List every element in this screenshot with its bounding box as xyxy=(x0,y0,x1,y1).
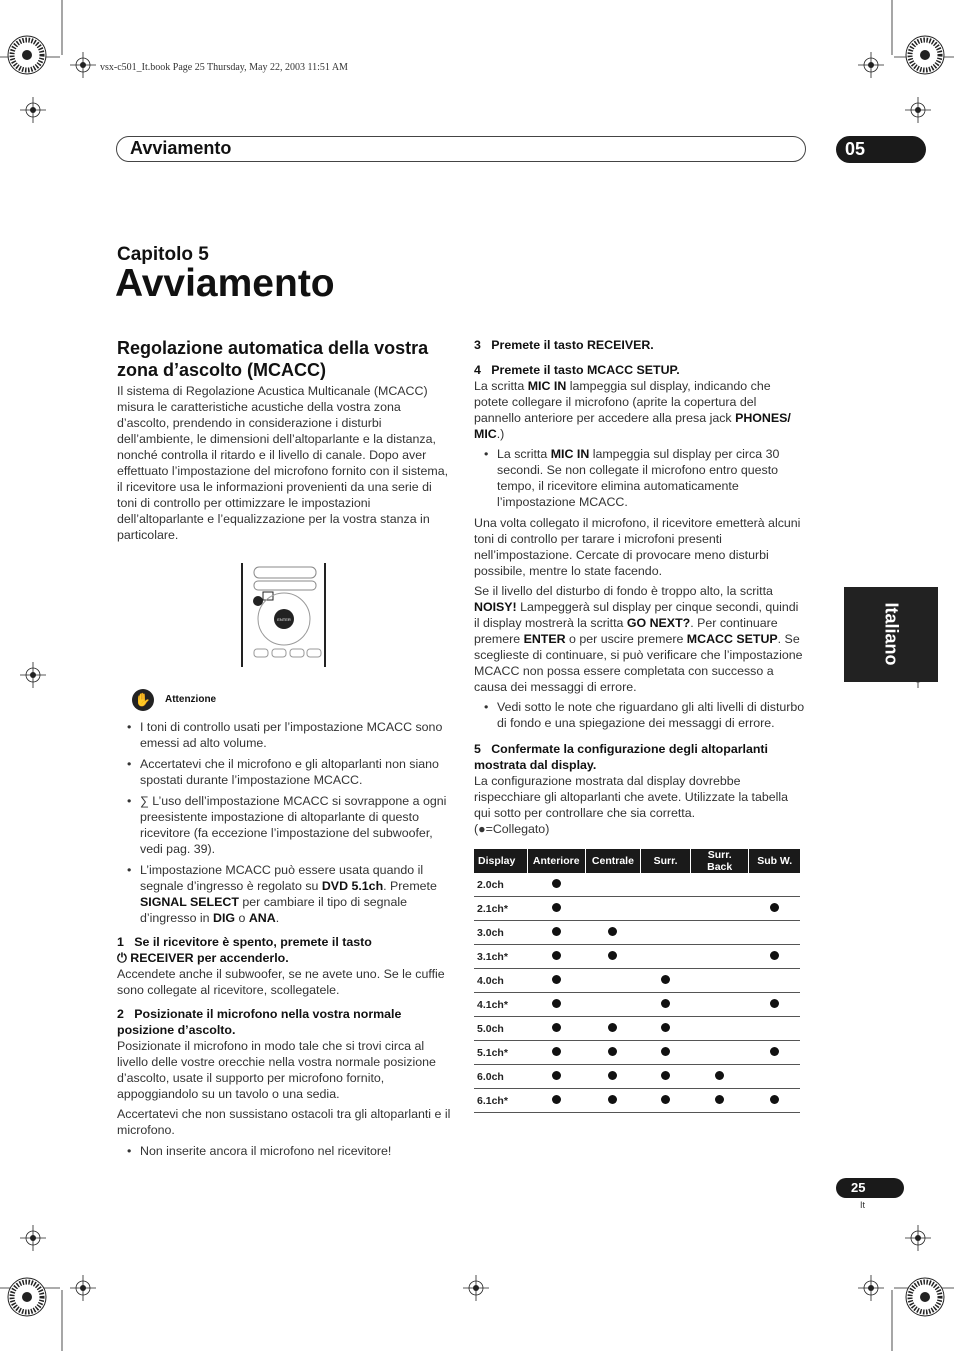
speaker-cell xyxy=(690,969,748,993)
step-5-body: La configurazione mostrata dal display dovrebbe rispecchiare gli altoparlanti che avete. Utilizzate la tabella qui sotto per controllare che sia corretta. xyxy=(474,774,789,820)
speaker-cell xyxy=(749,1089,800,1113)
speaker-cell xyxy=(749,1041,800,1065)
table-row xyxy=(474,1089,800,1113)
step-4-bullet-2: • Vedi sotto le note che riguardano gli alti livelli di disturbo di fondo e una spiegazione dei messaggi di errore. xyxy=(474,699,806,731)
table-header: Sub W. xyxy=(749,849,800,873)
speaker-cell xyxy=(641,993,691,1017)
display-mode-cell: 2.1ch* xyxy=(474,897,527,921)
connected-dot-icon xyxy=(661,1047,670,1056)
table-row xyxy=(474,897,800,921)
step-4-para-1: La scritta MIC IN lampeggia sul display, indicando che potete collegare il microfono (aprite la copertura del pannello anteriore per accedere alla presa jack PHONES/ MIC.) xyxy=(474,379,791,441)
speaker-cell xyxy=(527,1041,585,1065)
speaker-cell xyxy=(749,921,800,945)
speaker-cell xyxy=(690,921,748,945)
speaker-cell xyxy=(585,873,641,897)
section-intro: Il sistema di Regolazione Acustica Multicanale (MCACC) misura le caratteristiche acustiche della vostra zona d’ascolto, prendendo in considerazione i disturbi dell’ambiente, le dimensioni dell’altoparlante e la distanza, nonché controlla il ritardo e il livello di canale. Dopo aver effettuato l’impostazione del microfono fornito con il sistema, il ricevitore usa le informazioni provenienti da una serie di toni di controllo per ottimizzare le impostazioni dell’altoparlante e l’equalizzazione per la vostra stanza in particolare. xyxy=(117,384,449,542)
display-mode-cell: 3.1ch* xyxy=(474,945,527,969)
speaker-cell xyxy=(749,897,800,921)
right-column xyxy=(474,337,806,1113)
speaker-cell xyxy=(641,969,691,993)
connected-dot-icon xyxy=(552,999,561,1008)
speaker-cell xyxy=(527,873,585,897)
connected-dot-icon xyxy=(552,951,561,960)
page-lang: It xyxy=(860,1200,866,1210)
speaker-cell xyxy=(527,969,585,993)
speaker-cell xyxy=(641,1065,691,1089)
connected-dot-icon xyxy=(552,1023,561,1032)
chapter-label: Capitolo 5 xyxy=(117,244,209,265)
table-header: Surr. xyxy=(641,849,691,873)
table-row xyxy=(474,945,800,969)
speaker-cell xyxy=(641,1041,691,1065)
step-2-body-1: Posizionate il microfono in modo tale che si trovi circa al livello delle vostre orecchie nella vostra normale posizione d’ascolto, usate il supporto per microfono fornito, appoggiandolo su un tavolo o una sedia. xyxy=(117,1039,436,1101)
connected-dot-icon xyxy=(608,1095,617,1104)
caution-bullet-1: • I toni di controllo usati per l’impostazione MCACC sono emessi ad alto volume. xyxy=(117,719,451,751)
display-mode-cell: 5.0ch xyxy=(474,1017,527,1041)
display-mode-cell: 2.0ch xyxy=(474,873,527,897)
connected-dot-icon xyxy=(608,927,617,936)
display-mode-cell: 5.1ch* xyxy=(474,1041,527,1065)
page-number: 25 xyxy=(836,1178,904,1198)
display-mode-cell: 3.0ch xyxy=(474,921,527,945)
step-4-bullet-1: • La scritta MIC IN lampeggia sul display per circa 30 secondi. Se non collegate il microfono entro questo tempo, il ricevitore elimina automaticamente l’impostazione MCACC. xyxy=(474,446,806,510)
connected-dot-icon xyxy=(552,927,561,936)
step-4-para-2: Una volta collegato il microfono, il ricevitore emetterà alcuni toni di controllo per tarare i microfoni presenti nell’impostazione. Cercate di provocare meno disturbi possibile, mentre lo state facendo. xyxy=(474,516,801,578)
step-4-title: 4 Premete il tasto MCACC SETUP. xyxy=(474,363,680,377)
left-column xyxy=(117,337,451,1159)
caution-bullet-2: • Accertatevi che il microfono e gli altoparlanti non siano spostati durante l’impostazione MCACC. xyxy=(117,756,451,788)
connected-dot-icon xyxy=(552,879,561,888)
speaker-cell xyxy=(749,1017,800,1041)
connected-dot-icon xyxy=(770,1095,779,1104)
enter-label: ENTER xyxy=(277,617,291,622)
speaker-cell xyxy=(690,993,748,1017)
display-mode-cell: 4.0ch xyxy=(474,969,527,993)
table-row xyxy=(474,969,800,993)
speaker-cell xyxy=(641,1089,691,1113)
speaker-cell xyxy=(690,1017,748,1041)
language-tab xyxy=(844,587,938,682)
speaker-cell xyxy=(527,897,585,921)
table-row xyxy=(474,1041,800,1065)
table-header-row xyxy=(474,849,800,873)
connected-dot-icon xyxy=(552,1071,561,1080)
speaker-cell xyxy=(585,1065,641,1089)
speaker-cell xyxy=(585,1089,641,1113)
connected-dot-icon xyxy=(661,975,670,984)
table-row xyxy=(474,873,800,897)
speaker-cell xyxy=(527,945,585,969)
power-icon: ⏻ xyxy=(117,951,127,965)
speaker-cell xyxy=(690,897,748,921)
table-row xyxy=(474,921,800,945)
step-5-title: 5 Confermate la configurazione degli altoparlanti mostrata dal display. xyxy=(474,742,768,772)
connected-dot-icon xyxy=(661,1023,670,1032)
step-5-legend: (●=Collegato) xyxy=(474,822,550,836)
speaker-config-table xyxy=(474,849,800,1113)
speaker-cell xyxy=(585,897,641,921)
speaker-cell xyxy=(641,1017,691,1041)
chapter-title: Avviamento xyxy=(115,262,335,305)
table-row xyxy=(474,1017,800,1041)
connected-dot-icon xyxy=(552,1095,561,1104)
caution-hand-icon: ✋ xyxy=(132,689,154,711)
table-header: Surr. Back xyxy=(690,849,748,873)
connected-dot-icon xyxy=(608,951,617,960)
connected-dot-icon xyxy=(608,1071,617,1080)
step-2-body-2: Accertatevi che non sussistano ostacoli tra gli altoparlanti e il microfono. xyxy=(117,1107,451,1137)
caution-label: Attenzione xyxy=(165,694,217,705)
speaker-cell xyxy=(527,1017,585,1041)
table-row xyxy=(474,993,800,1017)
language-tab-label: Italiano xyxy=(881,602,902,666)
connected-dot-icon xyxy=(552,903,561,912)
connected-dot-icon xyxy=(552,1047,561,1056)
speaker-cell xyxy=(641,921,691,945)
table-header: Display xyxy=(474,849,527,873)
speaker-cell xyxy=(527,921,585,945)
connected-dot-icon xyxy=(661,1095,670,1104)
header-title: Avviamento xyxy=(130,138,232,158)
speaker-cell xyxy=(527,993,585,1017)
connected-dot-icon xyxy=(770,903,779,912)
speaker-cell xyxy=(690,1065,748,1089)
table-row xyxy=(474,1065,800,1089)
speaker-cell xyxy=(527,1065,585,1089)
speaker-cell xyxy=(585,1017,641,1041)
speaker-cell xyxy=(749,873,800,897)
caution-box xyxy=(117,689,451,715)
table-header: Anteriore xyxy=(527,849,585,873)
caution-bullet-3: • ∑ L’uso dell’impostazione MCACC si sovrappone a ogni preesistente impostazione di altoparlante di questo ricevitore (fa eccezione l’impostazione del subwoofer, vedi pag. 39). xyxy=(117,793,451,857)
step-4-para-3: Se il livello del disturbo di fondo è troppo alto, la scritta NOISY! Lampeggerà sul display per cinque secondi, quindi il display mostrerà la scritta GO NEXT?. Per continuare premere ENTER o per uscire premere MCACC SETUP. Se sceglieste di continuare, si può verificare che l’impostazione MCACC non possa essere completata con successo a causa dei messaggi di errore. xyxy=(474,584,803,694)
chapter-number: 05 xyxy=(836,136,926,163)
step-1-title: 1 Se il ricevitore è spento, premete il tasto ⏻ RECEIVER per accenderlo. xyxy=(117,935,372,965)
remote-illustration xyxy=(117,563,451,669)
connected-dot-icon xyxy=(770,951,779,960)
connected-dot-icon xyxy=(770,1047,779,1056)
display-mode-cell: 6.0ch xyxy=(474,1065,527,1089)
table-header: Centrale xyxy=(585,849,641,873)
book-info: vsx-c501_It.book Page 25 Thursday, May 22, 2003 11:51 AM xyxy=(100,62,348,73)
step-3-title: 3 Premete il tasto RECEIVER. xyxy=(474,338,654,352)
step-2-title: 2 Posizionate il microfono nella vostra normale posizione d’ascolto. xyxy=(117,1007,402,1037)
speaker-cell xyxy=(585,969,641,993)
speaker-cell xyxy=(641,945,691,969)
speaker-cell xyxy=(585,1041,641,1065)
speaker-cell xyxy=(585,993,641,1017)
connected-dot-icon xyxy=(661,1071,670,1080)
connected-dot-icon xyxy=(552,975,561,984)
connected-dot-icon xyxy=(715,1095,724,1104)
connected-dot-icon xyxy=(608,1023,617,1032)
speaker-cell xyxy=(641,897,691,921)
section-heading: Regolazione automatica della vostra zona d’ascolto (MCACC) xyxy=(117,338,429,380)
display-mode-cell: 4.1ch* xyxy=(474,993,527,1017)
speaker-cell xyxy=(641,873,691,897)
display-mode-cell: 6.1ch* xyxy=(474,1089,527,1113)
speaker-cell xyxy=(690,1089,748,1113)
speaker-cell xyxy=(749,969,800,993)
caution-bullet-4: • L’impostazione MCACC può essere usata quando il segnale d’ingresso è regolato su DVD 5.1ch. Premete SIGNAL SELECT per cambiare il tipo di segnale d’ingresso in DIG o ANA. xyxy=(117,862,451,926)
step-2-bullet: • Non inserite ancora il microfono nel ricevitore! xyxy=(117,1143,451,1159)
connected-dot-icon xyxy=(608,1047,617,1056)
speaker-cell xyxy=(749,1065,800,1089)
speaker-cell xyxy=(690,1041,748,1065)
speaker-cell xyxy=(690,873,748,897)
connected-dot-icon xyxy=(770,999,779,1008)
speaker-cell xyxy=(585,921,641,945)
connected-dot-icon xyxy=(661,999,670,1008)
speaker-cell xyxy=(749,945,800,969)
step-1-body: Accendete anche il subwoofer, se ne avete uno. Se le cuffie sono collegate al ricevitore, scollegatele. xyxy=(117,967,445,997)
speaker-cell xyxy=(749,993,800,1017)
speaker-cell xyxy=(690,945,748,969)
speaker-cell xyxy=(585,945,641,969)
speaker-cell xyxy=(527,1089,585,1113)
connected-dot-icon xyxy=(715,1071,724,1080)
